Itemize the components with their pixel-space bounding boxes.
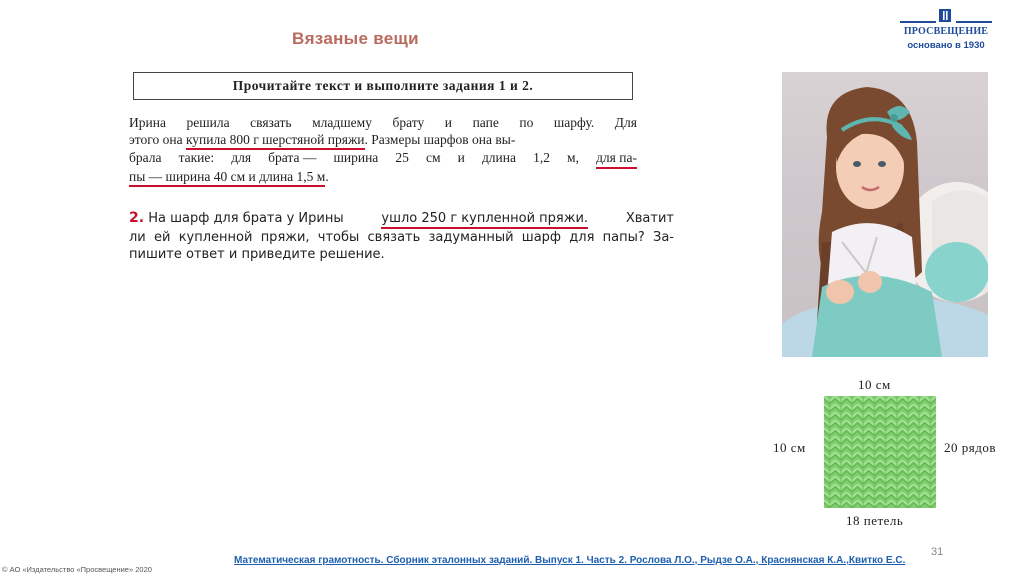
knit-swatch — [824, 396, 936, 508]
question-2 — [129, 210, 674, 263]
citation-link[interactable]: Математическая грамотность. Сборник эталонных заданий. Выпуск 1. Часть 2. Рослова Л.О., Рыдзе О.А., Краснянская К.А.,Квитко Е.С. — [234, 555, 906, 566]
underlined-phrase: ушло 250 г купленной пряжи. — [381, 210, 588, 229]
swatch-bottom-label: 18 петель — [846, 513, 904, 528]
publisher-logo — [900, 8, 992, 51]
swatch-left-label: 10 см — [773, 440, 806, 455]
instruction-box: Прочитайте текст и выполните задания 1 и 2. — [133, 72, 633, 100]
copyright: © АО «Издательство «Просвещение» 2020 — [2, 565, 152, 574]
text-line: пы — ширина 40 см и длина 1,5 м . — [129, 169, 637, 188]
underlined-phrase: для па- — [596, 150, 637, 169]
girl-knitting-photo — [782, 72, 988, 357]
text-line: 2. На шарф для брата у Ирины ушло 250 г купленной пряжи. Хватит — [129, 210, 674, 229]
underlined-phrase: купила 800 г шерстяной пряжи — [186, 132, 365, 151]
text-line: пишите ответ и приведите решение. — [129, 247, 385, 262]
text-line: брала такие: для брата — ширина 25 см и длина 1,2 м, для па- — [129, 150, 637, 169]
swatch-top-label: 10 см — [858, 377, 891, 392]
logo-mark — [900, 8, 992, 24]
book-icon — [938, 8, 952, 22]
text-line: этого она купила 800 г шерстяной пряжи . Размеры шарфов она вы- — [129, 132, 637, 151]
text-line: Ирина решила связать младшему брату и папе по шарфу. Для — [129, 115, 637, 130]
swatch-right-label: 20 рядов — [944, 440, 996, 455]
question-number: 2. — [129, 210, 145, 226]
logo-name: ПРОСВЕЩЕНИЕ — [903, 26, 989, 37]
task-text — [129, 115, 637, 187]
text-line: ли ей купленной пряжи, чтобы связать задуманный шарф для папы? За- — [129, 230, 674, 245]
logo-subtitle: основано в 1930 — [907, 40, 985, 51]
underlined-phrase: пы — ширина 40 см и длина 1,5 м — [129, 169, 325, 188]
page-title: Вязаные вещи — [292, 29, 419, 48]
page-number: 31 — [931, 546, 944, 558]
